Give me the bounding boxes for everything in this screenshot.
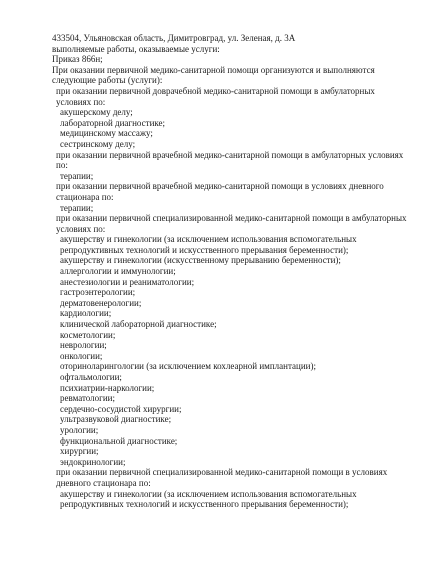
list-item: ревматологии;: [60, 393, 115, 404]
list-item: акушерству и гинекологии (за исключением использования вспомогательных репродуктивных технологий и искусственного прерывания беременности);: [60, 488, 357, 510]
text-paragraph: При оказании первичной медико-санитарной помощи организуются и выполняются следующие работы (услуги):: [52, 64, 375, 86]
list-item: ультразвуковой диагностике;: [60, 414, 172, 425]
list-item: лабораторной диагностике;: [60, 117, 166, 128]
list-item: психиатрии-наркологии;: [60, 382, 155, 393]
list-item: неврологии;: [60, 340, 107, 351]
list-item: сердечно-сосудистой хирургии;: [60, 403, 182, 414]
list-item: функциональной диагностике;: [60, 435, 178, 446]
list-item: кардиологии;: [60, 308, 112, 319]
list-item: сестринскому делу;: [60, 138, 136, 149]
list-item: урологии;: [60, 424, 99, 435]
section-heading: при оказании первичной врачебной медико-санитарной помощи в условиях дневного стационара по:: [56, 181, 384, 202]
list-item: хирургии;: [60, 446, 99, 457]
address-line: 433504, Ульяновская область, Димитровград, ул. Зеленая, д. 3А: [52, 33, 296, 43]
list-item: дерматовенерологии;: [60, 297, 142, 308]
list-item: медицинскому массажу;: [60, 128, 153, 139]
section-heading: при оказании первичной врачебной медико-санитарной помощи в амбулаторных условиях по:: [56, 149, 404, 171]
list-item: акушерству и гинекологии (искусственному прерыванию беременности);: [60, 255, 341, 266]
section-heading: при оказании первичной доврачебной медико-санитарной помощи в амбулаторных условиях по:: [56, 85, 375, 107]
list-item: гастроэнтерологии;: [60, 287, 136, 298]
text-line: выполняемые работы, оказываемые услуги:: [52, 43, 220, 54]
order-reference: Приказ 866н;: [52, 54, 103, 65]
list-item: акушерскому делу;: [60, 107, 133, 118]
list-item: клинической лабораторной диагностике;: [60, 319, 217, 330]
list-item: эндокринологии;: [60, 456, 126, 467]
list-item: терапии;: [60, 202, 94, 213]
section-heading: при оказании первичной специализированной медико-санитарной помощи в условиях дневного стационара по:: [56, 467, 388, 488]
list-item: косметологии;: [60, 329, 116, 340]
list-item: офтальмологии;: [60, 372, 122, 382]
list-item: акушерству и гинекологии (за исключением использования вспомогательных репродуктивных технологий и искусственного прерывания беременности);: [60, 234, 357, 255]
list-item: аллергологии и иммунологии;: [60, 266, 176, 277]
document-body: [52, 33, 412, 510]
list-item: оториноларингологии (за исключением кохлеарной имплантации);: [60, 361, 316, 372]
list-item: онкологии;: [60, 350, 103, 361]
list-item: анестезиологии и реаниматологии;: [60, 276, 195, 287]
list-item: терапии;: [60, 170, 94, 181]
section-heading: при оказании первичной специализированной медико-санитарной помощи в амбулаторных условиях по:: [56, 213, 407, 234]
